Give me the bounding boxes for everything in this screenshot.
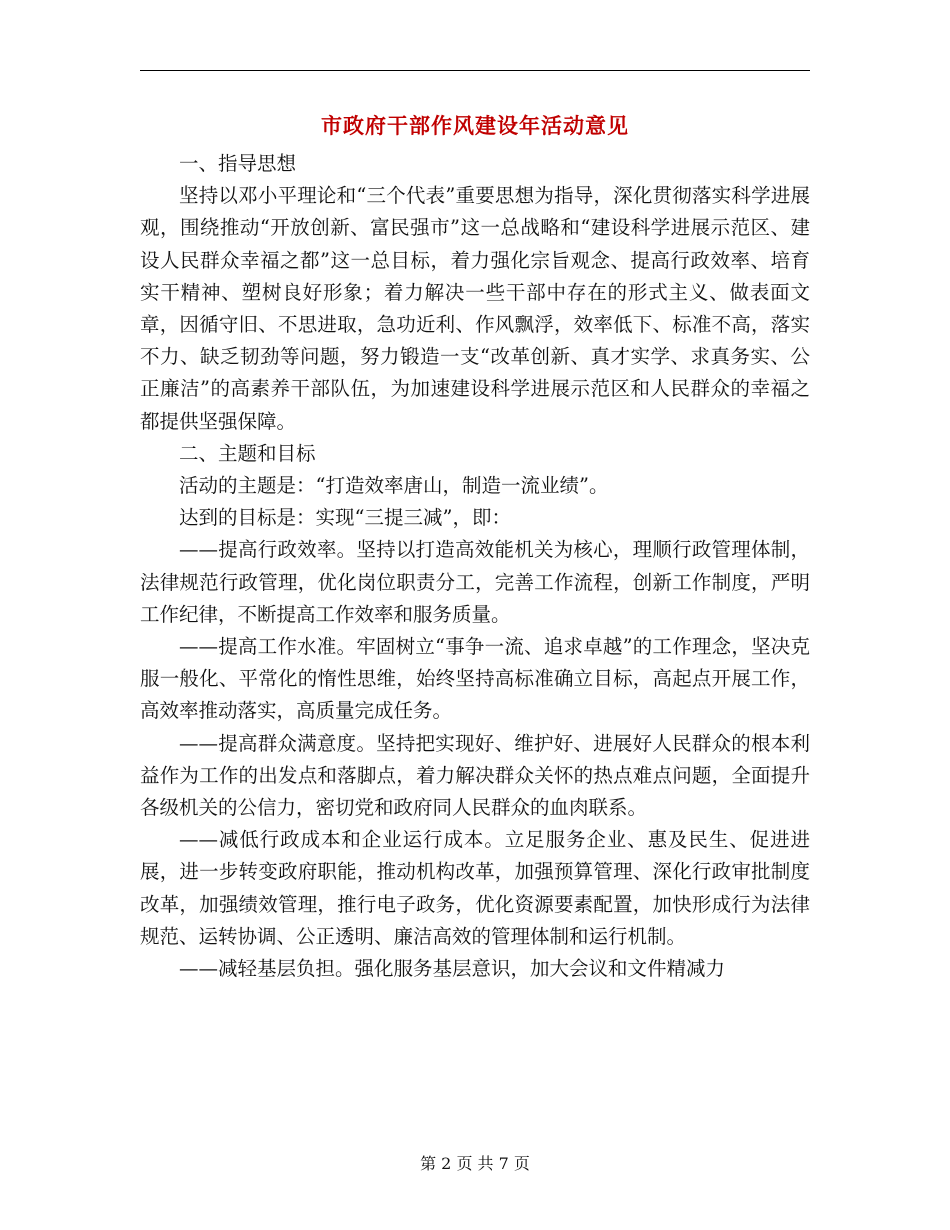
body-paragraph: ——减轻基层负担。强化服务基层意识，加大会议和文件精减力 — [179, 957, 726, 981]
body-paragraph: ——提高群众满意度。坚持把实现好、维护好、进展好人民群众的根本利益作为工作的出发点和落脚点，着力解决群众关怀的热点难点问题，全面提升各级机关的公信力，密切党和政府同人民群众的血肉联系。 — [140, 731, 810, 820]
header-rule — [140, 70, 810, 71]
document-body — [140, 148, 810, 985]
page-number-footer: 第 2 页 共 7 页 — [420, 1154, 530, 1173]
section-heading-guiding-ideology: 一、指导思想 — [179, 152, 297, 175]
body-paragraph: 达到的目标是：实现“三提三减”，即： — [179, 506, 511, 530]
body-paragraph: 坚持以邓小平理论和“三个代表”重要思想为指导，深化贯彻落实科学进展观，围绕推动“开放创新、富民强市”这一总战略和“建设科学进展示范区、建设人民群众幸福之都”这一总目标，着力强化宗旨观念、提高行政效率、培育实干精神、塑树良好形象；着力解决一些干部中存在的形式主义、做表面文章，因循守旧、不思进取，急功近利、作风飘浮，效率低下、标准不高，落实不力、缺乏韧劲等问题，努力锻造一支“改革创新、真才实学、求真务实、公正廉洁”的高素养干部队伍，为加速建设科学进展示范区和人民群众的幸福之都提供坚强保障。 — [140, 184, 810, 433]
section-heading-theme-and-goals: 二、主题和目标 — [179, 441, 316, 465]
body-paragraph: 活动的主题是：“打造效率唐山，制造一流业绩”。 — [179, 474, 609, 498]
body-paragraph: ——减低行政成本和企业运行成本。立足服务企业、惠及民生、促进进展，进一步转变政府职能，推动机构改革，加强预算管理、深化行政审批制度改革，加强绩效管理，推行电子政务，优化资源要素配置，加快形成行为法律规范、运转协调、公正透明、廉洁高效的管理体制和运行机制。 — [140, 828, 810, 948]
body-paragraph: ——提高工作水准。牢固树立“事争一流、追求卓越”的工作理念，坚决克服一般化、平常化的惰性思维，始终坚持高标准确立目标，高起点开展工作，高效率推动落实，高质量完成任务。 — [140, 635, 810, 723]
body-paragraph: ——提高行政效率。坚持以打造高效能机关为核心，理顺行政管理体制，法律规范行政管理，优化岗位职责分工，完善工作流程，创新工作制度，严明工作纪律，不断提高工作效率和服务质量。 — [140, 538, 810, 626]
document-title: 市政府干部作风建设年活动意见 — [321, 113, 629, 138]
